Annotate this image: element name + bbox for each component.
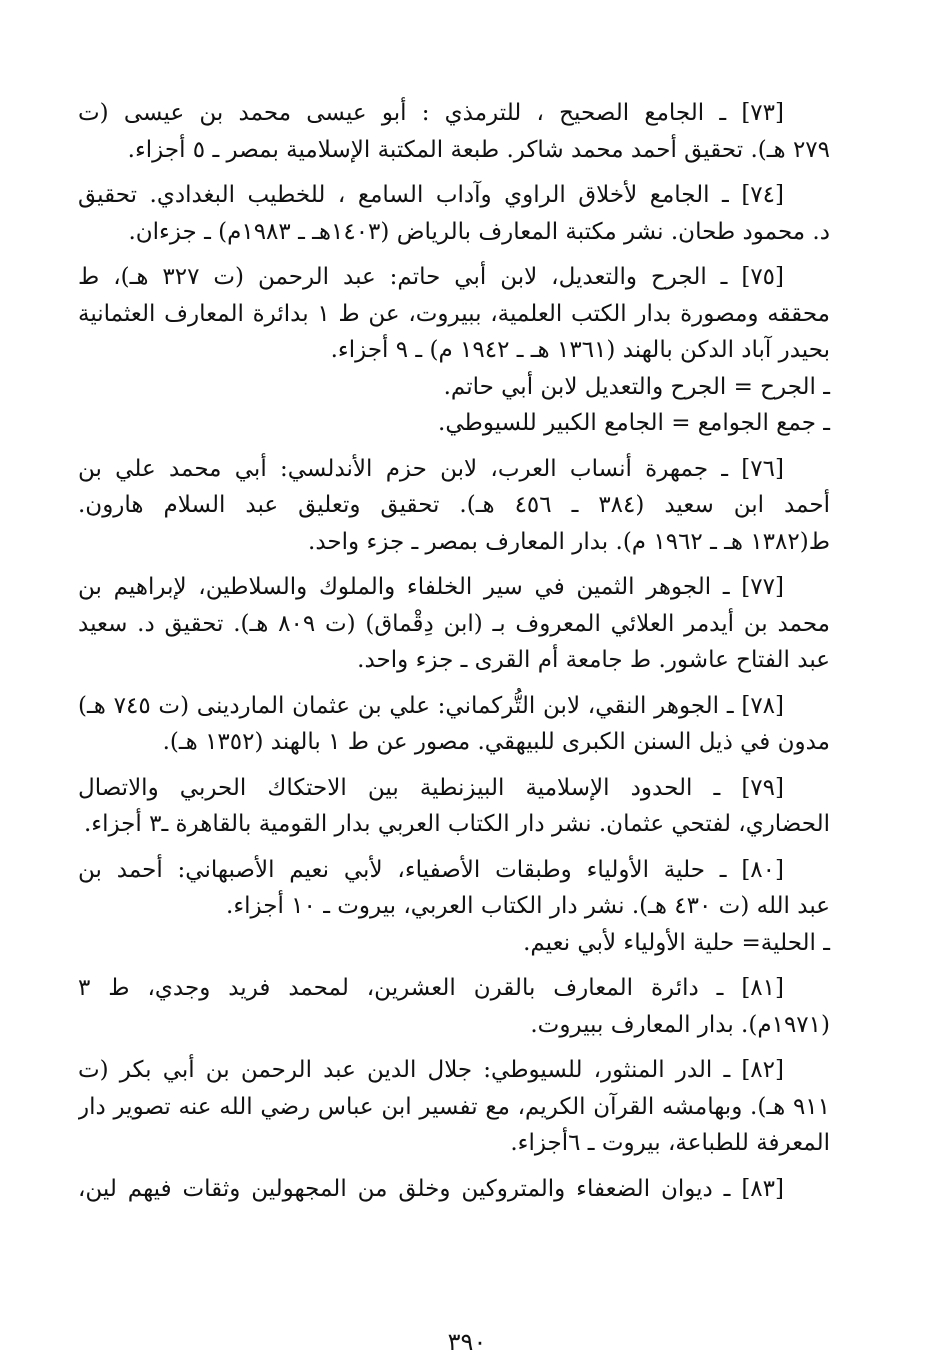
- entry-line: [٧٥] ـ الجرح والتعديل، لابن أبي حاتم: عبد الرحمن (ت ٣٢٧ هـ)، ط: [78, 264, 785, 290]
- entry-line: [٧٣] ـ الجامع الصحيح ، للترمذي : أبو عيسى محمد بن عيسى (ت: [78, 100, 784, 126]
- entry-line: [٧٦] ـ جمهرة أنساب العرب، لابن حزم الأندلسي: أبي محمد علي بن: [78, 455, 784, 482]
- bibliography-entry: [78, 770, 830, 843]
- bibliography-entry: [78, 1052, 830, 1162]
- entry-line: أحمد ابن سعيد (٣٨٤ ـ ٤٥٦ هـ). تحقيق وتعليق عبد السلام هارون.: [78, 492, 830, 518]
- page-number: ٣٩٠: [447, 1328, 487, 1356]
- entry-line: مدون في ذيل السنن الكبرى للبيهقي. مصور عن ط ١ بالهند (١٣٥٢ هـ).: [162, 729, 830, 755]
- entry-line: الحضاري، لفتحي عثمان. نشر دار الكتاب العربي بدار القومية بالقاهرة ـ٣ أجزاء.: [83, 811, 830, 837]
- entry-line: [٧٧] ـ الجوهر الثمين في سير الخلفاء والملوك والسلاطين، لإبراهيم بن: [78, 574, 784, 600]
- entry-line: ٢٧٩ هـ). تحقيق أحمد محمد شاكر. طبعة المكتبة الإسلامية بمصر ـ ٥ أجزاء.: [127, 136, 830, 163]
- bibliography-entry: [78, 95, 830, 168]
- entry-line: (١٩٧١م). بدار المعارف ببيروت.: [530, 1011, 830, 1038]
- bibliography-entry: [78, 970, 830, 1043]
- bibliography-entry: [78, 688, 830, 761]
- entry-line: ط(١٣٨٢ هـ ـ ١٩٦٢ م). بدار المعارف بمصر ـ جزء واحد.: [308, 528, 830, 555]
- entry-line: المعرفة للطباعة، بيروت ـ ٦أجزاء.: [510, 1130, 830, 1156]
- cross-reference: ـ الجرح = الجرح والتعديل لابن أبي حاتم.: [443, 373, 830, 400]
- entry-line: ٩١١ هـ). وبهامشه القرآن الكريم، مع تفسير ابن عباس رضي الله عنه تصوير دار: [78, 1093, 830, 1120]
- entry-line: [٨٠] ـ حلية الأولياء وطبقات الأصفياء، لأبي نعيم الأصبهاني: أحمد بن: [78, 856, 784, 883]
- entry-line: د. محمود طحان. نشر مكتبة المعارف بالرياض (١٤٠٣هـ ـ ١٩٨٣م) ـ جزءان.: [128, 218, 830, 245]
- cross-reference: ـ الحلية= حلية الأولياء لأبي نعيم.: [523, 929, 830, 956]
- bibliography-entry: [78, 259, 830, 442]
- entry-line: محمد بن أيدمر العلائي المعروف بـ (ابن دِقْماق) (ت ٨٠٩ هـ). تحقيق د. سعيد: [78, 610, 830, 637]
- bibliography-entry: [78, 451, 830, 561]
- entry-line: [٧٩] ـ الحدود الإسلامية البيزنطية بين الاحتكاك الحربي والاتصال: [78, 774, 784, 801]
- entry-line: عبد الفتاح عاشور. ط جامعة أم القرى ـ جزء واحد.: [357, 647, 830, 673]
- entry-line: محققه ومصورة بدار الكتب العلمية، ببيروت، عن ط ١ بدائرة المعارف العثمانية: [78, 300, 830, 327]
- entry-line: بحيدر آباد الدكن بالهند (١٣٦١ هـ ـ ١٩٤٢ م) ـ ٩ أجزاء.: [330, 337, 830, 363]
- entry-line: [٨١] ـ دائرة المعارف بالقرن العشرين، لمحمد فريد وجدي، ط ٣: [78, 975, 784, 1001]
- bibliography-page: [78, 95, 830, 1216]
- bibliography-entry: [78, 1171, 830, 1208]
- entry-line: [٧٤] ـ الجامع لأخلاق الراوي وآداب السامع ، للخطيب البغدادي. تحقيق: [78, 182, 784, 208]
- bibliography-entry: [78, 852, 830, 962]
- entry-line: [٨٢] ـ الدر المنثور، للسيوطي: جلال الدين عبد الرحمن بن أبي بكر (ت: [78, 1057, 784, 1083]
- bibliography-entry: [78, 177, 830, 250]
- entry-line: [٧٨] ـ الجوهر النقي، لابن التُّركماني: علي بن عثمان الماردينى (ت ٧٤٥ هـ): [78, 692, 785, 719]
- entry-line: عبد الله (ت ٤٣٠ هـ). نشر دار الكتاب العربي، بيروت ـ ١٠ أجزاء.: [226, 893, 830, 919]
- bibliography-entry: [78, 569, 830, 679]
- cross-reference: ـ جمع الجوامع = الجامع الكبير للسيوطي.: [438, 410, 830, 436]
- entry-line: [٨٣] ـ ديوان الضعفاء والمتروكين وخلق من المجهولين وثقات فيهم لين،: [78, 1175, 784, 1202]
